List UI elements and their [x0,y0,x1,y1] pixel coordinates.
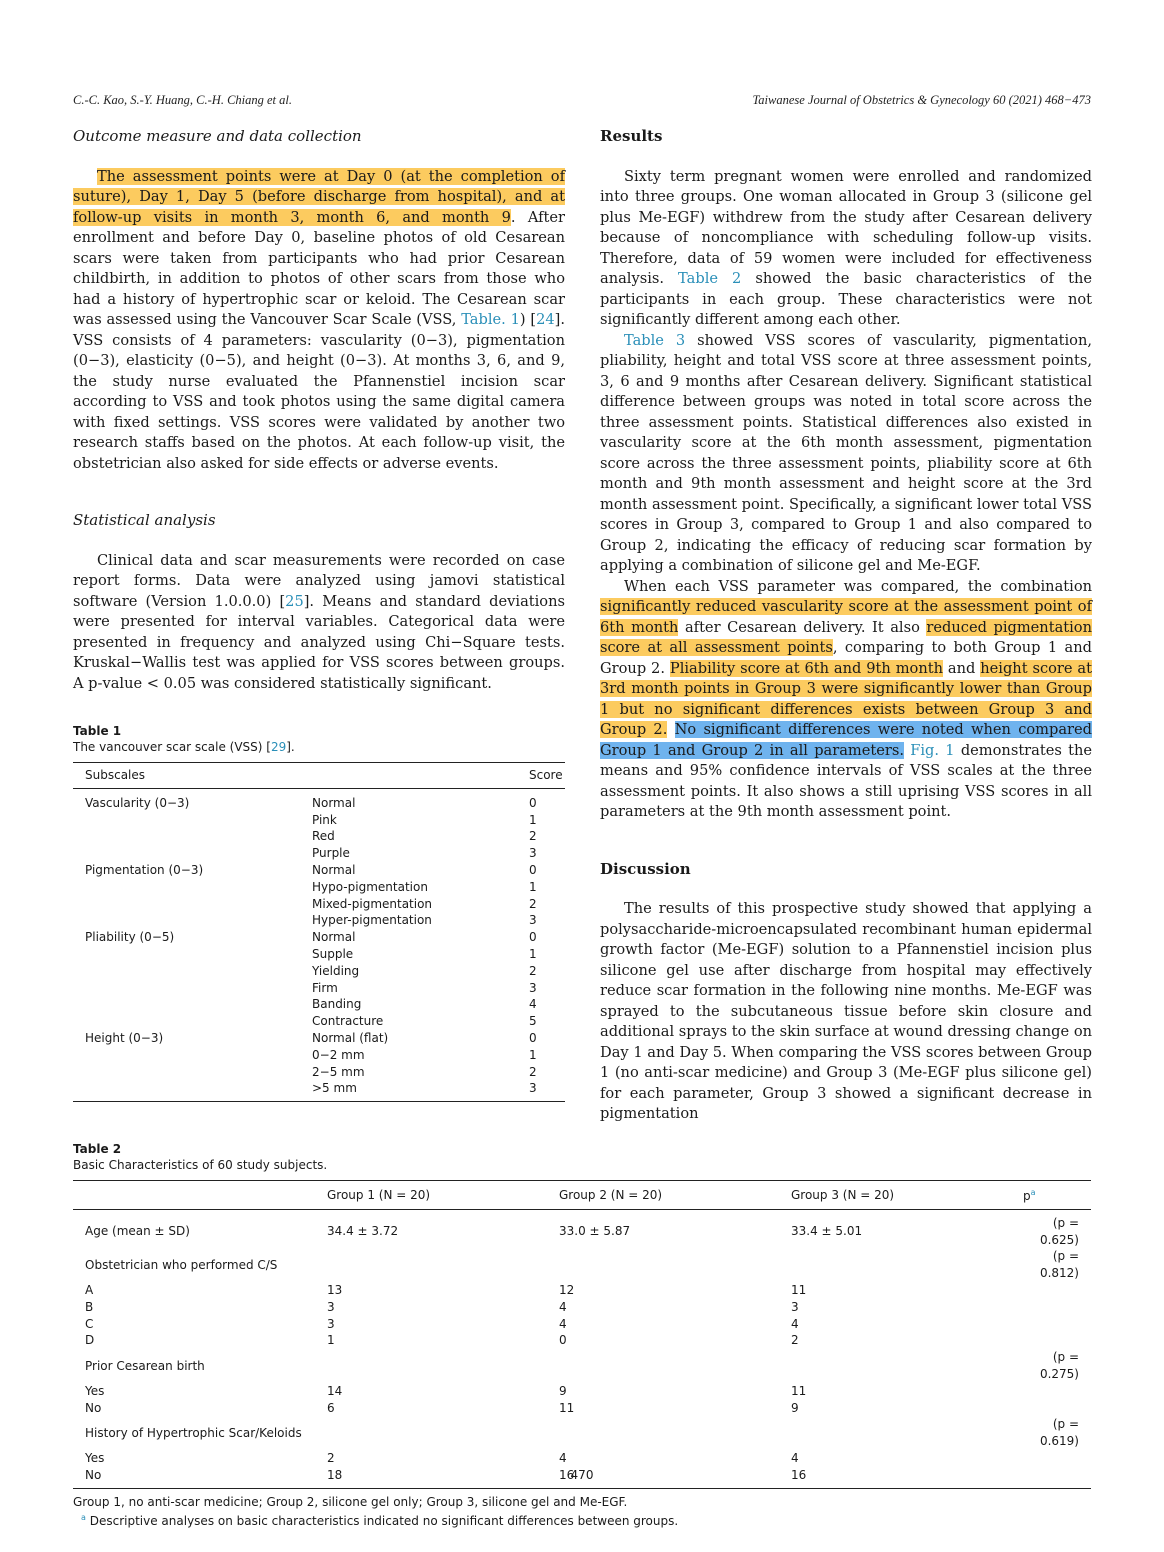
footnote-a-link[interactable]: a [1030,1188,1036,1197]
descriptor-cell: >5 mm [312,1081,357,1096]
text-run: after Cesarean delivery. It also [678,618,927,636]
column-header-p [1011,1181,1091,1210]
score-cell: 1 [529,879,537,894]
score-cell: 0 [529,930,537,945]
text-run: Clinical data and scar measurements were recorded on case report forms. Data were analyzed using jamovi statistical software (Version 1.0.0.0) [ [73,551,565,610]
table-2-row [73,1400,1091,1417]
group-3-cell: 16 [791,1467,807,1482]
score-cell: 2 [529,896,537,911]
text-run: ]. Means and standard deviations were presented for interval variables. Categorical data were presented in frequency and analyzed using Chi−Square tests. Kruskal−Wallis test was applied for VSS scores between groups. A p-value < 0.05 was considered statistically significant. [73,592,565,692]
footnote-a [73,1510,1091,1529]
score-cell: 4 [529,997,537,1012]
descriptor-cell: Red [312,829,335,844]
p-value-cell [1011,1316,1091,1333]
table-1-title: Table 1 [73,724,122,738]
column-header: Subscales [85,768,146,782]
group-1-cell: 13 [327,1282,343,1297]
subscale-cell [73,912,300,929]
text-run: Sixty term pregnant women were enrolled and randomized into three groups. One woman allocated in Group 3 (silicone gel plus Me-EGF) withdrew from the study after Cesarean delivery because of noncompliance with scheduling follow-up visits. Therefore, data of 59 women were included for effectiveness analysis. [600,167,1092,287]
descriptor-cell: Normal [312,795,356,810]
table-1-row [73,980,565,997]
table-1-row [73,896,565,913]
group-2-cell [547,1349,779,1383]
descriptor-cell: Normal [312,862,356,877]
text-run [667,721,674,738]
column-header [300,763,517,789]
descriptor-cell: Normal (flat) [312,1030,389,1045]
descriptor-cell: Banding [312,997,362,1012]
group-3-cell: 33.4 ± 5.01 [791,1224,863,1239]
statistical-paragraph [73,551,565,695]
text-run: ]. VSS consists of 4 parameters: vascularity (0−3), pigmentation (0−3), elasticity (0−5), and height (0−3). At months 3, 6, and 9, the study nurse evaluated the Pfannenstiel incision scar according to VSS and took photos using the same digital camera with fixed settings. VSS scores were validated by another two research staffs based on the photos. At each follow-up visit, the obstetrician also asked for side effects or adverse events. [73,311,566,472]
descriptor-cell: Mixed-pigmentation [312,896,433,911]
subscale-cell [73,946,300,963]
table-2-row [73,1416,1091,1450]
link-table-1[interactable]: Table. 1 [461,311,520,328]
table-1-row [73,1064,565,1081]
p-value-cell [1011,1400,1091,1417]
footnote-text: Descriptive analyses on basic characteristics indicated no significant differences between groups. [89,1513,679,1528]
column-header [73,1181,315,1210]
results-paragraph-3 [600,577,1092,823]
highlight-no-differences[interactable]: No significant differences were noted when compared Group 1 and Group 2 in all parameters. [600,721,1092,759]
characteristic-cell: Yes [85,1450,105,1465]
outcome-heading: Outcome measure and data collection [73,127,362,145]
highlight-height[interactable]: height score at 3rd month points in Group 3 were significantly lower than Group 1 but no significant differences exists between Group 3 and Group 2. [600,659,1092,738]
group-1-cell [315,1416,547,1450]
subscale-cell [73,812,300,829]
score-cell: 2 [529,1064,537,1079]
group-2-cell [547,1248,779,1282]
group-3-cell: 11 [791,1383,807,1398]
group-2-cell: 11 [559,1400,575,1415]
table-1-header-row [73,763,565,789]
descriptor-cell: Firm [312,980,338,995]
group-2-cell: 4 [559,1450,567,1465]
table-1-row [73,946,565,963]
subscale-cell [73,1013,300,1030]
group-3-cell: 4 [791,1450,799,1465]
descriptor-cell: Normal [312,930,356,945]
score-cell: 2 [529,829,537,844]
group-3-cell [779,1416,1011,1450]
p-value-cell [1011,1282,1091,1299]
table-2-row [73,1383,1091,1400]
table-1-row [73,812,565,829]
footnote-groups: Group 1, no anti-scar medicine; Group 2, silicone gel only; Group 3, silicone gel and Me-EGF. [73,1494,628,1509]
outcome-paragraph [73,167,565,475]
table-1-caption [73,740,565,754]
right-column [600,126,1092,1125]
characteristic-cell: Prior Cesarean birth [85,1358,205,1373]
subscale-cell [73,828,300,845]
link-table-2[interactable]: Table 2 [678,270,742,287]
discussion-paragraph: The results of this prospective study showed that applying a polysaccharide-microencapsulated recombinant human epidermal growth factor (Me-EGF) solution to a Pfannenstiel incision plus silicone gel use after discharge from hospital may effectively reduce scar formation in the following nine months. Me-EGF was sprayed to the subcutaneous tissue before skin closure and additional sprays to the skin surface at wound dressing change on Day 1 and Day 5. When comparing the VSS scores between Group 1 (no anti-scar medicine) and Group 3 (Me-EGF plus silicone gel) for each parameter, Group 3 showed a significant decrease in pigmentation [600,900,1092,1122]
table-2-row [73,1316,1091,1333]
discussion-heading: Discussion [600,859,691,878]
group-1-cell: 2 [327,1450,335,1465]
ref-29-link[interactable]: 29 [270,740,287,754]
column-header: Score [529,768,563,782]
subscale-cell: Vascularity (0−3) [85,795,190,810]
subscale-cell [73,980,300,997]
group-3-cell [779,1248,1011,1282]
table-1-row [73,1013,565,1030]
group-1-cell: 6 [327,1400,335,1415]
subscale-cell [73,879,300,896]
text-run: ) [ [519,311,537,328]
subscale-cell: Pliability (0−5) [85,930,175,945]
text-run: showed VSS scores of vascularity, pigmentation, pliability, height and total VSS score at three assessment points, 3, 6 and 9 months after Cesarean delivery. Significant statistical difference between groups was noted in total score across the three assessment points. Statistical differences also existed in vascularity score at the 6th month assessment, pigmentation score across the three assessment points, pliability score at 6th month and 9th month assessment and height score at the 3rd month assessment point. Specifically, a significant lower total VSS scores in Group 3, compared to Group 1 and also compared to Group 2, indicating the efficacy of reducing scar formation by applying a combination of silicone gel and Me-EGF. [600,331,1093,574]
table-2-row [73,1332,1091,1349]
group-1-cell: 34.4 ± 3.72 [327,1224,399,1239]
characteristic-cell: A [85,1282,94,1297]
table-2-row [73,1282,1091,1299]
link-fig-1[interactable]: Fig. 1 [910,741,955,759]
descriptor-cell: Supple [312,946,354,961]
page-number: 470 [570,1468,594,1482]
characteristic-cell: C [85,1316,94,1331]
p-value-cell: (p = 0.812) [1039,1249,1079,1281]
results-heading: Results [600,127,663,145]
p-label: p [1023,1189,1031,1203]
table-1-row [73,828,565,845]
highlight-pliability[interactable]: Pliability score at 6th and 9th month [669,659,944,677]
table-2-row [73,1209,1091,1248]
group-1-cell [315,1248,547,1282]
p-value-cell [1011,1332,1091,1349]
running-head-authors: C.-C. Kao, S.-Y. Huang, C.-H. Chiang et al. [73,93,293,107]
score-cell: 2 [529,963,537,978]
table-2-footnotes [73,1494,1091,1529]
descriptor-cell: 0−2 mm [312,1047,365,1062]
p-value-cell [1011,1299,1091,1316]
group-3-cell: 4 [791,1316,799,1331]
subscale-cell [73,1064,300,1081]
subscale-cell [73,1047,300,1064]
link-table-3[interactable]: Table 3 [624,331,686,349]
column-header-group-2: Group 2 (N = 20) [559,1187,663,1202]
table-2-row [73,1248,1091,1282]
p-value-cell: (p = 0.275) [1039,1350,1079,1381]
table-2-row [73,1299,1091,1316]
group-3-cell: 9 [791,1400,799,1415]
group-3-cell [779,1349,1011,1383]
text-run: and [943,659,981,677]
p-value-cell: (p = 0.625) [1039,1215,1079,1247]
table-1-row [73,845,565,862]
score-cell: 1 [529,946,537,961]
descriptor-cell: Hypo-pigmentation [312,879,428,894]
subscale-cell [73,845,300,862]
highlight-vascularity[interactable]: significantly reduced vascularity score at the assessment point of 6th month [600,598,1092,636]
group-2-cell: 33.0 ± 5.87 [559,1224,631,1239]
subscale-cell [73,996,300,1013]
subscale-cell [73,1080,300,1101]
descriptor-cell: Contracture [312,1014,384,1029]
descriptor-cell: Purple [312,846,350,861]
group-1-cell: 3 [327,1299,335,1314]
group-2-cell: 9 [559,1383,567,1398]
text-run: , comparing to both Group 1 and Group 2. [600,639,1092,677]
text-run: ]. [286,740,295,754]
group-2-cell: 12 [559,1282,575,1297]
table-2-header-row [73,1181,1091,1210]
group-1-cell: 1 [327,1333,335,1348]
descriptor-cell: Hyper-pigmentation [312,913,432,928]
subscale-cell: Pigmentation (0−3) [85,862,204,877]
group-1-cell [315,1349,547,1383]
text-run: The vancouver scar scale (VSS) [ [73,740,271,754]
text-run: When each VSS parameter was compared, the combination [624,577,1092,595]
characteristic-cell: B [85,1299,94,1314]
group-3-cell: 3 [791,1299,799,1314]
subscale-cell [73,963,300,980]
characteristic-cell: History of Hypertrophic Scar/Keloids [85,1425,302,1440]
ref-25-link[interactable]: 25 [285,592,304,610]
characteristic-cell: Age (mean ± SD) [85,1224,190,1239]
descriptor-cell: 2−5 mm [312,1064,365,1079]
table-1 [73,724,565,1102]
left-column [73,126,565,694]
table-2-row [73,1349,1091,1383]
statistical-analysis-heading: Statistical analysis [73,511,216,529]
score-cell: 0 [529,1030,537,1045]
table-2-caption: Basic Characteristics of 60 study subjects. [73,1158,328,1172]
highlight-pigmentation[interactable]: reduced pigmentation score at all assessment points [600,618,1092,656]
score-cell: 3 [529,913,537,928]
group-2-cell [547,1416,779,1450]
group-2-cell: 4 [559,1299,567,1314]
column-header-group-1: Group 1 (N = 20) [327,1187,431,1202]
group-2-cell: 0 [559,1333,567,1348]
p-value-cell: (p = 0.619) [1039,1417,1079,1449]
text-run: . After enrollment and before Day 0, baseline photos of old Cesarean scars were taken from participants who had prior Cesarean childbirth, in addition to photos of other scars from those who had a history of hypertrophic scar or keloid. The Cesarean scar was assessed using the Vancouver Scar Scale (VSS, [73,208,565,328]
score-cell: 5 [529,1014,537,1029]
table-2-row [73,1450,1091,1467]
p-value-cell [1011,1450,1091,1467]
score-cell: 3 [529,846,537,861]
score-cell: 3 [529,980,537,995]
table-1-row [73,996,565,1013]
table-2-title: Table 2 [73,1142,122,1156]
group-3-cell: 2 [791,1333,799,1348]
table-1-row [73,912,565,929]
group-1-cell: 3 [327,1316,335,1331]
results-paragraph-1 [600,167,1092,331]
highlight-assessment-points[interactable]: The assessment points were at Day 0 (at the completion of suture), Day 1, Day 5 (before discharge from hospital), and at follow-up visits in month 3, month 6, and month 9 [73,167,565,226]
text-run: demonstrates the means and 95% confidence intervals of VSS scales at the three assessment points. It also shows a still uprising VSS scores in all parameters at the 9th month assessment point. [600,741,1093,820]
score-cell: 1 [529,1047,537,1062]
p-value-cell [1011,1383,1091,1400]
group-1-cell: 14 [327,1383,343,1398]
table-1-row [73,929,565,946]
table-1-row [73,1080,565,1101]
characteristic-cell: No [85,1467,102,1482]
score-cell: 3 [529,1081,537,1096]
descriptor-cell: Yielding [312,963,360,978]
table-1-row [73,879,565,896]
table-1-row [73,862,565,879]
text-run: showed the basic characteristics of the participants in each group. These characteristics were not significantly different among each other. [600,270,1093,328]
characteristic-cell: No [85,1400,102,1415]
running-head-journal: Taiwanese Journal of Obstetrics & Gynecology 60 (2021) 468−473 [752,93,1091,107]
group-2-cell: 4 [559,1316,567,1331]
group-3-cell: 11 [791,1282,807,1297]
column-header-group-3: Group 3 (N = 20) [791,1187,895,1202]
subscale-cell: Height (0−3) [85,1030,164,1045]
score-cell: 1 [529,812,537,827]
footnote-mark: a [81,1512,86,1522]
table-1-row [73,1030,565,1047]
descriptor-cell: Pink [312,812,337,827]
score-cell: 0 [529,862,537,877]
score-cell: 0 [529,795,537,810]
table-1-row [73,963,565,980]
results-paragraph-2 [600,331,1092,577]
characteristic-cell: Yes [85,1383,105,1398]
group-2-cell: 16 [559,1467,575,1482]
subscale-cell [73,896,300,913]
characteristic-cell: D [85,1333,95,1348]
ref-24-link[interactable]: 24 [536,311,555,328]
group-1-cell: 18 [327,1467,343,1482]
characteristic-cell: Obstetrician who performed C/S [85,1257,278,1272]
table-1-row [73,788,565,811]
table-1-row [73,1047,565,1064]
